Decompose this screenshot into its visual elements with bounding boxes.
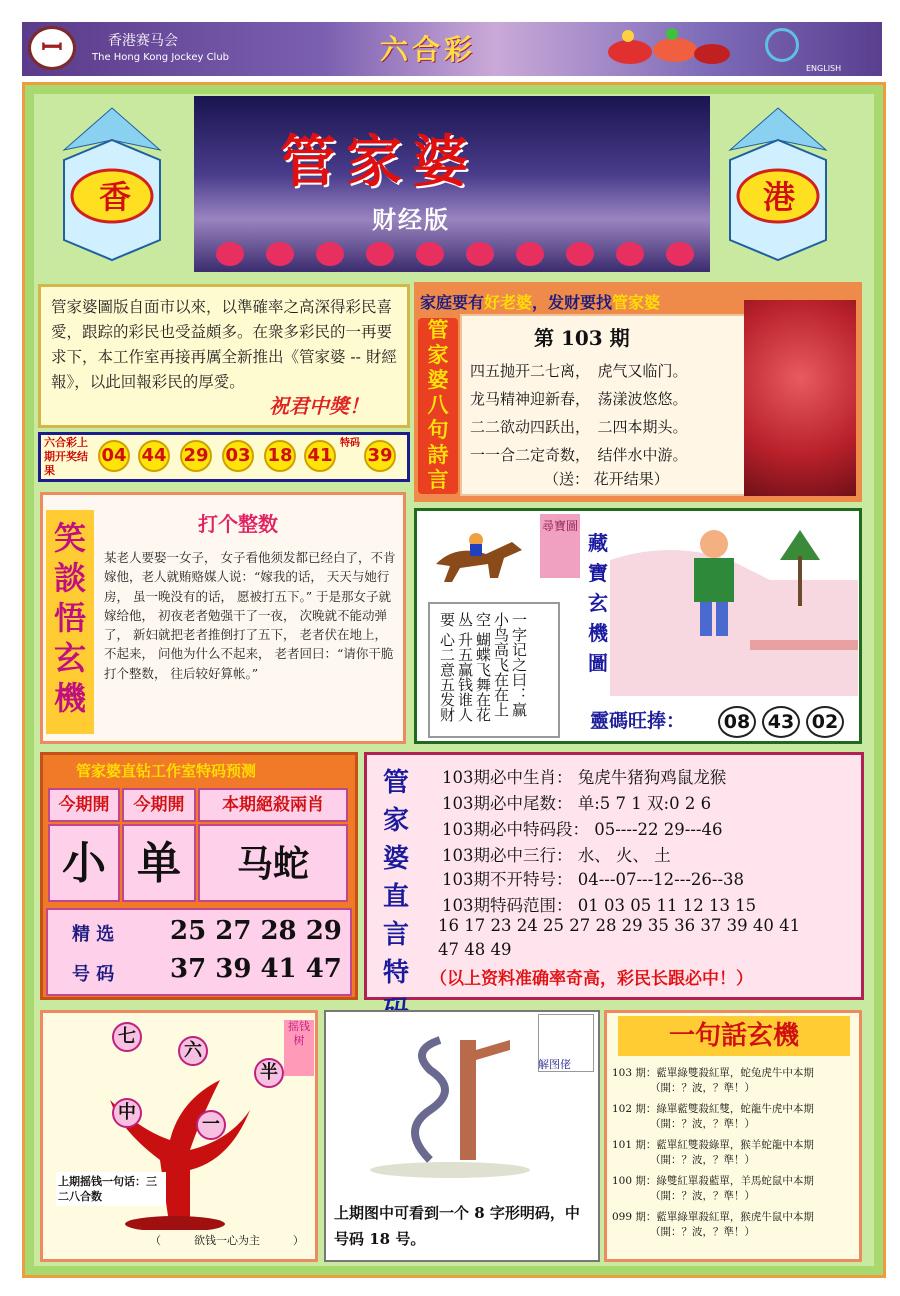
tree-fruit: 半 [254,1058,284,1088]
intro-panel [38,284,410,428]
result-ball: 41 [304,440,336,472]
results-label: 六合彩上期开奖结果 [44,436,88,477]
tree-fruit: 七 [112,1022,142,1052]
direct-line: 47 48 49 [438,940,512,959]
poem-line: 一一合二定奇数， 结伴水中游。 [470,446,688,464]
joke-side-title: 笑談悟玄機 [46,510,94,734]
treasure-hunt-image [610,520,858,696]
direct-line: 103期必中三行： 水、 火、 土 [442,846,671,865]
bride-image [744,300,856,496]
poem-line: 二二欲动四跃出， 二四本期头。 [470,418,688,436]
lingma-number: 08 [718,706,756,738]
joke-text: 某老人要娶一女子， 女子看他须发都已经白了，不肯嫁他，老人就贿赂媒人说：“嫁我的话， 天天与她行房， 虽一晚没有的话， 愿被打五下。” 于是那女子就嫁给他， 初夜老者勉强干了一夜， 次晚就不能动弹了， 新妇就把老者推倒打了五下， 老者伏在地上， 不起来， 问他为什么不起来， 老者回曰：“请你干脆打个整数， 往后较好算帐。” [104,550,396,681]
money-tree-badge: 摇钱树 [284,1020,314,1076]
special-value-small: 小 [48,824,120,902]
banner-title: 管家婆 [280,129,478,195]
special-col-header: 今期開 [122,788,196,822]
poem-line: 龙马精神迎新春， 荡漾波悠悠。 [470,390,688,408]
one-line-entry: 101 期：藍單紅雙殺綠單，猴羊蛇龍中本期 [612,1139,814,1151]
tree-fruit: 一 [196,1110,226,1140]
poem-header-b: 好老婆 [484,293,533,312]
english-link[interactable]: ENGLISH [806,64,842,73]
special-value-kill: 马蛇 [198,824,348,902]
picks-label: 精 选 [72,924,115,945]
clue-expert-label: 解图佬 [538,1058,571,1071]
banner-right-char: 港 [762,178,795,216]
one-line-entry-note: （開：？波，？準！） [650,1190,755,1202]
special-col-header: 今期開 [48,788,120,822]
one-line-entry: 102 期：綠單藍雙殺紅雙，蛇龍牛虎中本期 [612,1103,814,1115]
org-name-cn: 香港赛马会 [108,33,178,49]
clue-caption: 上期图中可看到一个 8 字形明码，中号码 18 号。 [334,1204,580,1248]
result-ball: 29 [180,440,212,472]
org-name-en: The Hong Kong Jockey Club [92,52,230,63]
banner-subtitle: 财经版 [372,205,450,234]
direct-line: 103期必中尾数： 单:5 7 1 双:0 2 6 [442,794,712,813]
result-ball: 18 [264,440,296,472]
hkjc-logo-icon[interactable]: ꟷ [28,26,76,70]
poem-line: 四五抛开二七离， 虎气又临门。 [470,362,688,380]
result-ball: 04 [98,440,130,472]
poem-issue: 第 103 期 [534,326,630,350]
lingma-number: 43 [762,706,800,738]
direct-line: 103期必中生肖： 兔虎牛猪狗鸡鼠龙猴 [442,768,727,787]
poem-gift: （送： 花开结果） [544,470,669,488]
one-line-entry: 099 期：藍單綠單殺紅單，猴虎牛鼠中本期 [612,1211,814,1223]
jockey-horse-icon [426,524,530,588]
one-line-entry: 100 期：綠雙紅單殺藍單，羊馬蛇鼠中本期 [612,1175,814,1187]
lingma-number: 02 [806,706,844,738]
flower-row-icon [210,236,700,266]
direct-note: （以上资料准确率奇高，彩民长跟必中！） [430,969,753,989]
direct-line: 103期不开特号： 04---07---12---26--38 [442,870,745,889]
special-value-odd: 单 [122,824,196,902]
joke-title: 打个整数 [198,512,278,536]
direct-side-title: 管家婆直言特 [382,768,409,988]
result-ball: 44 [138,440,170,472]
tree-fruit: 六 [178,1036,208,1066]
puzzle-title: 藏寶玄機圖 [588,531,608,675]
poem-header-c: ，发财要找 [532,293,613,312]
direct-line: 103期特码范围： 01 03 05 11 12 13 15 [442,896,757,915]
picks-row: 25 27 28 29 [170,916,342,946]
poem-header-d: 管家婆 [612,293,661,312]
one-line-entry-note: （開：？波，？準！） [650,1226,755,1238]
puzzle-badge: 尋寶圖 [540,514,580,578]
intro-wish: 祝君中獎！ [269,394,369,418]
direct-line: 16 17 23 24 25 27 28 29 35 36 37 39 40 41 [438,916,801,935]
lottery-title: 六合彩 [380,33,477,66]
result-ball: 03 [222,440,254,472]
puzzle-scroll-text: 一字记之曰：赢 小鸟高飞在在上空 蝴蝶飞舞在花丛 升五赢钱谁人要 心二意五发财 [438,612,528,722]
special-number-ball: 39 [364,440,396,472]
direct-line: 103期必中特码段： 05----22 29---46 [442,820,723,839]
poem-header [420,290,660,313]
special-col-header: 本期絕殺兩肖 [198,788,348,822]
poem-header-a: 家庭要有 [420,293,485,312]
one-line-title: 一句話玄機 [618,1016,850,1056]
money-tree-label: 上期摇钱一句话：三二八合数 [56,1172,166,1206]
poem-side-title: 管家婆八句詩言 [418,318,458,494]
one-line-entry-note: （開：？波，？準！） [650,1082,755,1094]
lingma-label: 靈碼旺捧： [590,710,686,732]
one-line-entry-note: （開：？波，？準！） [650,1118,755,1130]
horse-racing-icon [600,24,732,74]
special-number-label: 特码 [340,438,360,449]
picks-label: 号 码 [72,964,115,985]
special-forecast-title: 管家婆直钻工作室特码预测 [76,762,257,780]
money-tree-footer: （ 欲钱一心为主 ） [150,1234,304,1247]
intro-text: 管家婆圖版自面市以來，以準確率之高深得彩民喜愛，跟踪的彩民也受益頗多。在衆多彩民的一再要求下，本工作室再接再厲全新推出《管家婆 -- 財經報》，以此回報彩民的厚愛。 [51,298,397,391]
tree-fruit: 中 [112,1098,142,1128]
one-line-entry: 103 期：藍單綠雙殺紅單，蛇兔虎牛中本期 [612,1067,814,1079]
banner-left-char: 香 [98,178,131,216]
english-link-icon[interactable] [765,28,799,62]
one-line-entry-note: （開：？波，？準！） [650,1154,755,1166]
snake-tree-image [360,1030,540,1180]
picks-row: 37 39 41 47 [170,954,342,984]
